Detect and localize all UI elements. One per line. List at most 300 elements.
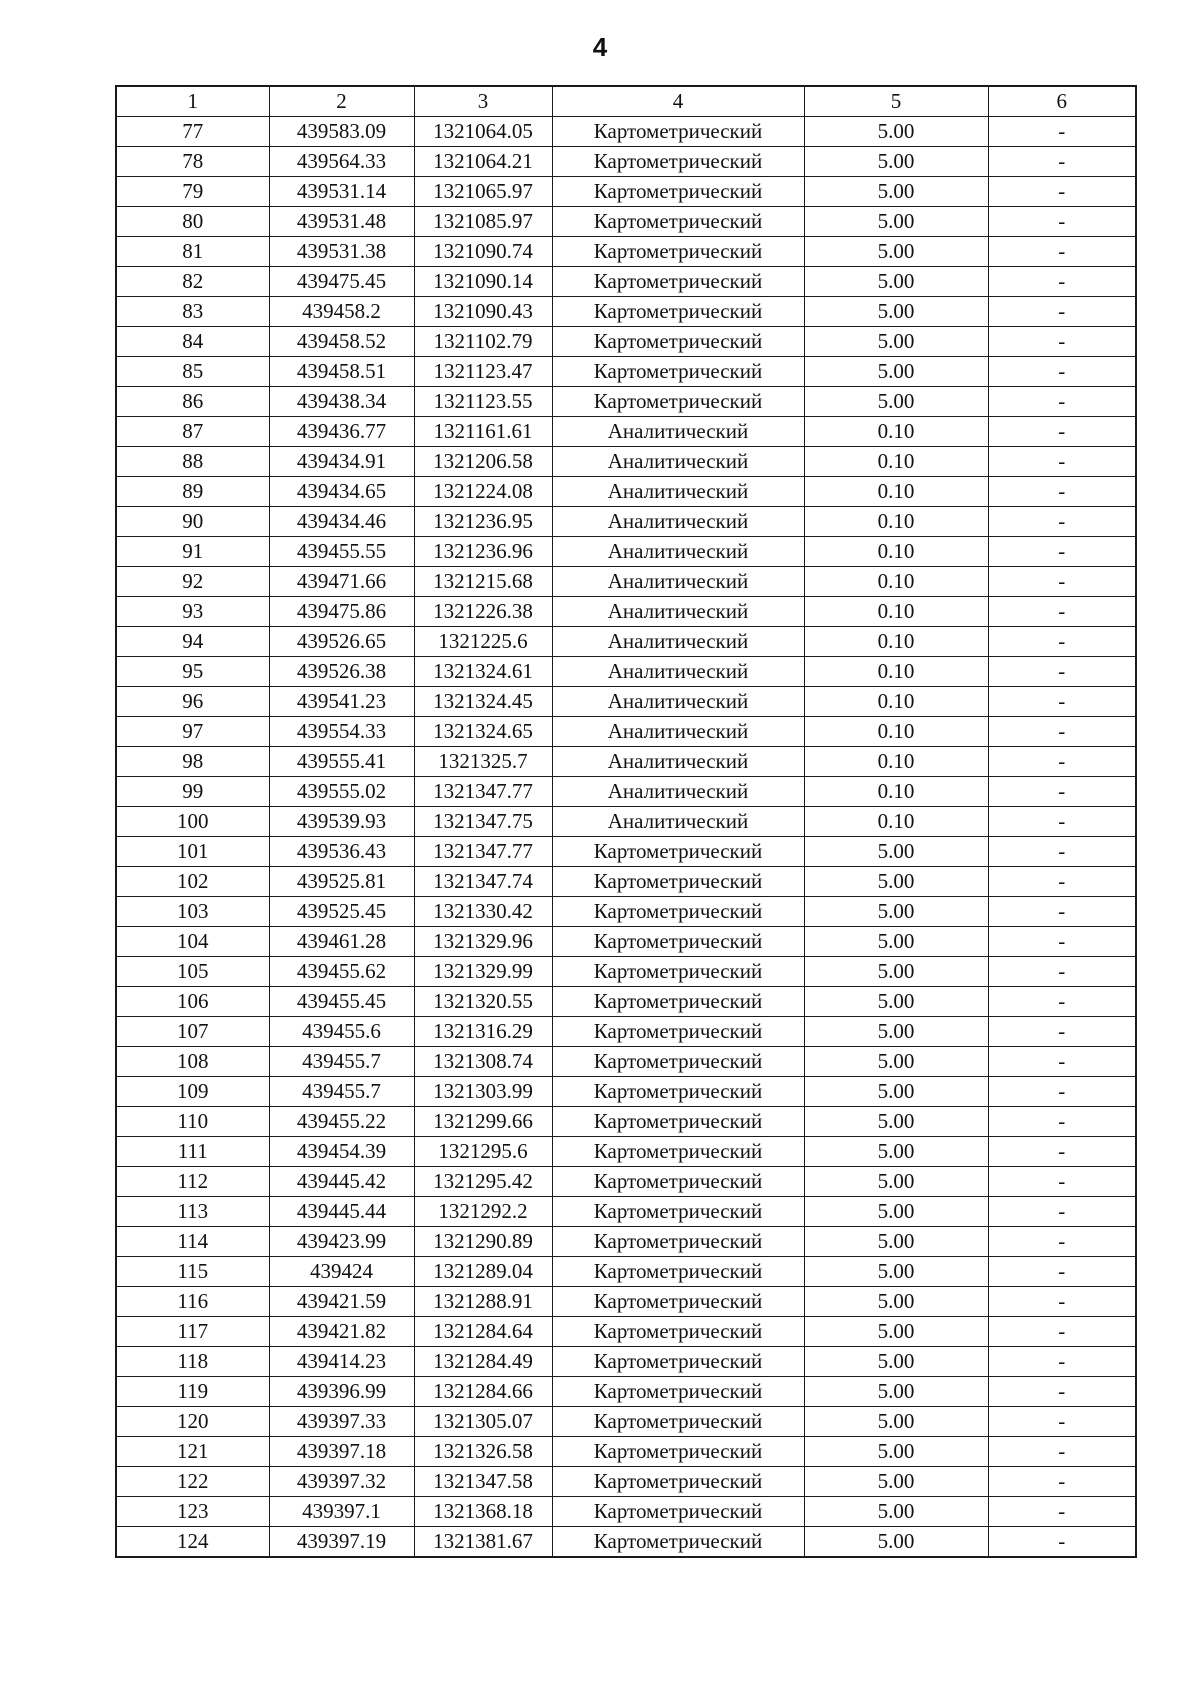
point-number-cell: 120 xyxy=(116,1407,269,1437)
method-cell: Аналитический xyxy=(552,687,804,717)
accuracy-cell: 5.00 xyxy=(804,957,988,987)
x-coordinate-cell: 439397.33 xyxy=(269,1407,414,1437)
y-coordinate-cell: 1321292.2 xyxy=(414,1197,552,1227)
x-coordinate-cell: 439421.82 xyxy=(269,1317,414,1347)
accuracy-cell: 5.00 xyxy=(804,1287,988,1317)
x-coordinate-cell: 439526.65 xyxy=(269,627,414,657)
x-coordinate-cell: 439455.7 xyxy=(269,1047,414,1077)
table-row xyxy=(116,717,1136,747)
table-row xyxy=(116,1047,1136,1077)
point-number-cell: 101 xyxy=(116,837,269,867)
table-row xyxy=(116,1257,1136,1287)
x-coordinate-cell: 439536.43 xyxy=(269,837,414,867)
point-number-cell: 113 xyxy=(116,1197,269,1227)
point-number-cell: 98 xyxy=(116,747,269,777)
y-coordinate-cell: 1321347.74 xyxy=(414,867,552,897)
y-coordinate-cell: 1321284.49 xyxy=(414,1347,552,1377)
accuracy-cell: 5.00 xyxy=(804,897,988,927)
column-header: 3 xyxy=(414,86,552,117)
x-coordinate-cell: 439454.39 xyxy=(269,1137,414,1167)
point-number-cell: 93 xyxy=(116,597,269,627)
y-coordinate-cell: 1321329.96 xyxy=(414,927,552,957)
method-cell: Картометрический xyxy=(552,147,804,177)
note-cell: - xyxy=(988,1407,1136,1437)
method-cell: Картометрический xyxy=(552,1077,804,1107)
note-cell: - xyxy=(988,1197,1136,1227)
y-coordinate-cell: 1321236.95 xyxy=(414,507,552,537)
note-cell: - xyxy=(988,1437,1136,1467)
y-coordinate-cell: 1321215.68 xyxy=(414,567,552,597)
method-cell: Картометрический xyxy=(552,1257,804,1287)
x-coordinate-cell: 439475.45 xyxy=(269,267,414,297)
point-number-cell: 106 xyxy=(116,987,269,1017)
y-coordinate-cell: 1321368.18 xyxy=(414,1497,552,1527)
point-number-cell: 87 xyxy=(116,417,269,447)
point-number-cell: 108 xyxy=(116,1047,269,1077)
y-coordinate-cell: 1321161.61 xyxy=(414,417,552,447)
table-row xyxy=(116,417,1136,447)
point-number-cell: 123 xyxy=(116,1497,269,1527)
point-number-cell: 95 xyxy=(116,657,269,687)
method-cell: Картометрический xyxy=(552,897,804,927)
y-coordinate-cell: 1321065.97 xyxy=(414,177,552,207)
accuracy-cell: 5.00 xyxy=(804,207,988,237)
note-cell: - xyxy=(988,1497,1136,1527)
table-row xyxy=(116,747,1136,777)
table-row xyxy=(116,1017,1136,1047)
accuracy-cell: 5.00 xyxy=(804,1317,988,1347)
x-coordinate-cell: 439526.38 xyxy=(269,657,414,687)
accuracy-cell: 5.00 xyxy=(804,327,988,357)
accuracy-cell: 5.00 xyxy=(804,1467,988,1497)
table-row xyxy=(116,207,1136,237)
point-number-cell: 121 xyxy=(116,1437,269,1467)
point-number-cell: 119 xyxy=(116,1377,269,1407)
method-cell: Аналитический xyxy=(552,807,804,837)
x-coordinate-cell: 439458.51 xyxy=(269,357,414,387)
point-number-cell: 118 xyxy=(116,1347,269,1377)
point-number-cell: 117 xyxy=(116,1317,269,1347)
note-cell: - xyxy=(988,1257,1136,1287)
accuracy-cell: 0.10 xyxy=(804,687,988,717)
y-coordinate-cell: 1321347.77 xyxy=(414,777,552,807)
x-coordinate-cell: 439434.65 xyxy=(269,477,414,507)
table-row xyxy=(116,897,1136,927)
table-row xyxy=(116,837,1136,867)
x-coordinate-cell: 439436.77 xyxy=(269,417,414,447)
y-coordinate-cell: 1321123.55 xyxy=(414,387,552,417)
x-coordinate-cell: 439397.32 xyxy=(269,1467,414,1497)
y-coordinate-cell: 1321324.45 xyxy=(414,687,552,717)
table-row xyxy=(116,987,1136,1017)
point-number-cell: 85 xyxy=(116,357,269,387)
y-coordinate-cell: 1321381.67 xyxy=(414,1527,552,1558)
table-row xyxy=(116,147,1136,177)
point-number-cell: 112 xyxy=(116,1167,269,1197)
table-row xyxy=(116,777,1136,807)
method-cell: Картометрический xyxy=(552,237,804,267)
x-coordinate-cell: 439475.86 xyxy=(269,597,414,627)
method-cell: Аналитический xyxy=(552,447,804,477)
y-coordinate-cell: 1321288.91 xyxy=(414,1287,552,1317)
column-header: 2 xyxy=(269,86,414,117)
x-coordinate-cell: 439531.48 xyxy=(269,207,414,237)
point-number-cell: 102 xyxy=(116,867,269,897)
note-cell: - xyxy=(988,957,1136,987)
accuracy-cell: 5.00 xyxy=(804,1407,988,1437)
note-cell: - xyxy=(988,177,1136,207)
point-number-cell: 92 xyxy=(116,567,269,597)
point-number-cell: 86 xyxy=(116,387,269,417)
note-cell: - xyxy=(988,1287,1136,1317)
y-coordinate-cell: 1321236.96 xyxy=(414,537,552,567)
method-cell: Картометрический xyxy=(552,357,804,387)
y-coordinate-cell: 1321102.79 xyxy=(414,327,552,357)
note-cell: - xyxy=(988,747,1136,777)
column-header: 6 xyxy=(988,86,1136,117)
point-number-cell: 80 xyxy=(116,207,269,237)
accuracy-cell: 5.00 xyxy=(804,987,988,1017)
point-number-cell: 84 xyxy=(116,327,269,357)
table-row xyxy=(116,477,1136,507)
table-row xyxy=(116,1077,1136,1107)
table-header xyxy=(116,86,1136,117)
note-cell: - xyxy=(988,477,1136,507)
table-row xyxy=(116,597,1136,627)
method-cell: Картометрический xyxy=(552,177,804,207)
table-row xyxy=(116,537,1136,567)
point-number-cell: 103 xyxy=(116,897,269,927)
accuracy-cell: 5.00 xyxy=(804,1017,988,1047)
y-coordinate-cell: 1321284.66 xyxy=(414,1377,552,1407)
point-number-cell: 110 xyxy=(116,1107,269,1137)
y-coordinate-cell: 1321289.04 xyxy=(414,1257,552,1287)
note-cell: - xyxy=(988,1107,1136,1137)
accuracy-cell: 5.00 xyxy=(804,387,988,417)
table-row xyxy=(116,357,1136,387)
note-cell: - xyxy=(988,207,1136,237)
y-coordinate-cell: 1321347.58 xyxy=(414,1467,552,1497)
note-cell: - xyxy=(988,297,1136,327)
point-number-cell: 77 xyxy=(116,117,269,147)
table-row xyxy=(116,1137,1136,1167)
note-cell: - xyxy=(988,117,1136,147)
point-number-cell: 79 xyxy=(116,177,269,207)
accuracy-cell: 5.00 xyxy=(804,297,988,327)
accuracy-cell: 0.10 xyxy=(804,477,988,507)
coordinates-table xyxy=(115,85,1137,1558)
accuracy-cell: 5.00 xyxy=(804,1527,988,1558)
accuracy-cell: 5.00 xyxy=(804,1257,988,1287)
point-number-cell: 124 xyxy=(116,1527,269,1558)
y-coordinate-cell: 1321295.42 xyxy=(414,1167,552,1197)
method-cell: Аналитический xyxy=(552,567,804,597)
table-row xyxy=(116,117,1136,147)
x-coordinate-cell: 439455.62 xyxy=(269,957,414,987)
x-coordinate-cell: 439525.81 xyxy=(269,867,414,897)
method-cell: Аналитический xyxy=(552,717,804,747)
y-coordinate-cell: 1321305.07 xyxy=(414,1407,552,1437)
point-number-cell: 91 xyxy=(116,537,269,567)
accuracy-cell: 5.00 xyxy=(804,1227,988,1257)
x-coordinate-cell: 439564.33 xyxy=(269,147,414,177)
note-cell: - xyxy=(988,927,1136,957)
table-row xyxy=(116,1497,1136,1527)
y-coordinate-cell: 1321329.99 xyxy=(414,957,552,987)
table-row xyxy=(116,957,1136,987)
method-cell: Картометрический xyxy=(552,927,804,957)
point-number-cell: 97 xyxy=(116,717,269,747)
note-cell: - xyxy=(988,387,1136,417)
table-row xyxy=(116,1227,1136,1257)
point-number-cell: 115 xyxy=(116,1257,269,1287)
method-cell: Картометрический xyxy=(552,1137,804,1167)
x-coordinate-cell: 439397.19 xyxy=(269,1527,414,1558)
table-row xyxy=(116,1407,1136,1437)
method-cell: Аналитический xyxy=(552,477,804,507)
point-number-cell: 100 xyxy=(116,807,269,837)
accuracy-cell: 0.10 xyxy=(804,567,988,597)
x-coordinate-cell: 439424 xyxy=(269,1257,414,1287)
x-coordinate-cell: 439397.18 xyxy=(269,1437,414,1467)
x-coordinate-cell: 439555.02 xyxy=(269,777,414,807)
method-cell: Аналитический xyxy=(552,597,804,627)
accuracy-cell: 0.10 xyxy=(804,627,988,657)
x-coordinate-cell: 439455.7 xyxy=(269,1077,414,1107)
y-coordinate-cell: 1321347.75 xyxy=(414,807,552,837)
x-coordinate-cell: 439397.1 xyxy=(269,1497,414,1527)
table-row xyxy=(116,927,1136,957)
point-number-cell: 116 xyxy=(116,1287,269,1317)
point-number-cell: 99 xyxy=(116,777,269,807)
table-row xyxy=(116,627,1136,657)
x-coordinate-cell: 439554.33 xyxy=(269,717,414,747)
method-cell: Картометрический xyxy=(552,207,804,237)
accuracy-cell: 0.10 xyxy=(804,537,988,567)
note-cell: - xyxy=(988,687,1136,717)
y-coordinate-cell: 1321090.74 xyxy=(414,237,552,267)
x-coordinate-cell: 439531.38 xyxy=(269,237,414,267)
method-cell: Картометрический xyxy=(552,387,804,417)
table-row xyxy=(116,1347,1136,1377)
x-coordinate-cell: 439458.52 xyxy=(269,327,414,357)
table-row xyxy=(116,1437,1136,1467)
accuracy-cell: 5.00 xyxy=(804,1047,988,1077)
table-row xyxy=(116,807,1136,837)
note-cell: - xyxy=(988,567,1136,597)
method-cell: Картометрический xyxy=(552,1017,804,1047)
note-cell: - xyxy=(988,597,1136,627)
method-cell: Аналитический xyxy=(552,537,804,567)
x-coordinate-cell: 439445.42 xyxy=(269,1167,414,1197)
method-cell: Картометрический xyxy=(552,1107,804,1137)
x-coordinate-cell: 439455.6 xyxy=(269,1017,414,1047)
accuracy-cell: 0.10 xyxy=(804,807,988,837)
point-number-cell: 107 xyxy=(116,1017,269,1047)
note-cell: - xyxy=(988,447,1136,477)
note-cell: - xyxy=(988,417,1136,447)
method-cell: Картометрический xyxy=(552,987,804,1017)
accuracy-cell: 0.10 xyxy=(804,507,988,537)
accuracy-cell: 0.10 xyxy=(804,597,988,627)
header-row xyxy=(116,86,1136,117)
method-cell: Картометрический xyxy=(552,297,804,327)
note-cell: - xyxy=(988,717,1136,747)
point-number-cell: 109 xyxy=(116,1077,269,1107)
method-cell: Картометрический xyxy=(552,1047,804,1077)
point-number-cell: 81 xyxy=(116,237,269,267)
y-coordinate-cell: 1321295.6 xyxy=(414,1137,552,1167)
y-coordinate-cell: 1321090.14 xyxy=(414,267,552,297)
note-cell: - xyxy=(988,1227,1136,1257)
accuracy-cell: 5.00 xyxy=(804,1437,988,1467)
method-cell: Картометрический xyxy=(552,1347,804,1377)
column-header: 1 xyxy=(116,86,269,117)
method-cell: Аналитический xyxy=(552,627,804,657)
note-cell: - xyxy=(988,267,1136,297)
accuracy-cell: 5.00 xyxy=(804,117,988,147)
table-row xyxy=(116,267,1136,297)
note-cell: - xyxy=(988,1137,1136,1167)
method-cell: Аналитический xyxy=(552,507,804,537)
y-coordinate-cell: 1321206.58 xyxy=(414,447,552,477)
coordinates-table-container xyxy=(115,85,1135,1558)
method-cell: Картометрический xyxy=(552,1317,804,1347)
note-cell: - xyxy=(988,657,1136,687)
x-coordinate-cell: 439396.99 xyxy=(269,1377,414,1407)
y-coordinate-cell: 1321324.61 xyxy=(414,657,552,687)
point-number-cell: 83 xyxy=(116,297,269,327)
column-header: 5 xyxy=(804,86,988,117)
point-number-cell: 111 xyxy=(116,1137,269,1167)
method-cell: Картометрический xyxy=(552,1497,804,1527)
x-coordinate-cell: 439541.23 xyxy=(269,687,414,717)
accuracy-cell: 5.00 xyxy=(804,1137,988,1167)
column-header: 4 xyxy=(552,86,804,117)
method-cell: Картометрический xyxy=(552,1287,804,1317)
table-row xyxy=(116,387,1136,417)
table-row xyxy=(116,687,1136,717)
accuracy-cell: 5.00 xyxy=(804,837,988,867)
method-cell: Картометрический xyxy=(552,1467,804,1497)
y-coordinate-cell: 1321325.7 xyxy=(414,747,552,777)
accuracy-cell: 5.00 xyxy=(804,357,988,387)
method-cell: Картометрический xyxy=(552,1527,804,1558)
y-coordinate-cell: 1321330.42 xyxy=(414,897,552,927)
table-row xyxy=(116,867,1136,897)
table-row xyxy=(116,1377,1136,1407)
y-coordinate-cell: 1321324.65 xyxy=(414,717,552,747)
point-number-cell: 114 xyxy=(116,1227,269,1257)
note-cell: - xyxy=(988,1467,1136,1497)
accuracy-cell: 5.00 xyxy=(804,1167,988,1197)
table-row xyxy=(116,447,1136,477)
method-cell: Аналитический xyxy=(552,747,804,777)
x-coordinate-cell: 439583.09 xyxy=(269,117,414,147)
note-cell: - xyxy=(988,867,1136,897)
x-coordinate-cell: 439461.28 xyxy=(269,927,414,957)
table-row xyxy=(116,1167,1136,1197)
y-coordinate-cell: 1321308.74 xyxy=(414,1047,552,1077)
method-cell: Картометрический xyxy=(552,1167,804,1197)
table-row xyxy=(116,177,1136,207)
table-row xyxy=(116,1107,1136,1137)
note-cell: - xyxy=(988,537,1136,567)
point-number-cell: 78 xyxy=(116,147,269,177)
note-cell: - xyxy=(988,1527,1136,1558)
x-coordinate-cell: 439455.55 xyxy=(269,537,414,567)
accuracy-cell: 5.00 xyxy=(804,1107,988,1137)
point-number-cell: 90 xyxy=(116,507,269,537)
point-number-cell: 105 xyxy=(116,957,269,987)
y-coordinate-cell: 1321085.97 xyxy=(414,207,552,237)
y-coordinate-cell: 1321284.64 xyxy=(414,1317,552,1347)
accuracy-cell: 5.00 xyxy=(804,867,988,897)
table-row xyxy=(116,327,1136,357)
accuracy-cell: 5.00 xyxy=(804,1197,988,1227)
note-cell: - xyxy=(988,1317,1136,1347)
x-coordinate-cell: 439434.91 xyxy=(269,447,414,477)
table-row xyxy=(116,657,1136,687)
point-number-cell: 104 xyxy=(116,927,269,957)
method-cell: Картометрический xyxy=(552,267,804,297)
accuracy-cell: 5.00 xyxy=(804,1347,988,1377)
page-number: 4 xyxy=(592,32,608,62)
method-cell: Картометрический xyxy=(552,117,804,147)
method-cell: Картометрический xyxy=(552,957,804,987)
table-row xyxy=(116,567,1136,597)
note-cell: - xyxy=(988,507,1136,537)
table-row xyxy=(116,1197,1136,1227)
y-coordinate-cell: 1321225.6 xyxy=(414,627,552,657)
table-row xyxy=(116,1287,1136,1317)
note-cell: - xyxy=(988,807,1136,837)
note-cell: - xyxy=(988,237,1136,267)
table-row xyxy=(116,297,1136,327)
note-cell: - xyxy=(988,1377,1136,1407)
x-coordinate-cell: 439539.93 xyxy=(269,807,414,837)
note-cell: - xyxy=(988,837,1136,867)
note-cell: - xyxy=(988,1347,1136,1377)
x-coordinate-cell: 439525.45 xyxy=(269,897,414,927)
y-coordinate-cell: 1321320.55 xyxy=(414,987,552,1017)
table-body xyxy=(116,117,1136,1558)
x-coordinate-cell: 439531.14 xyxy=(269,177,414,207)
accuracy-cell: 5.00 xyxy=(804,927,988,957)
y-coordinate-cell: 1321326.58 xyxy=(414,1437,552,1467)
accuracy-cell: 5.00 xyxy=(804,237,988,267)
method-cell: Картометрический xyxy=(552,327,804,357)
method-cell: Картометрический xyxy=(552,867,804,897)
point-number-cell: 88 xyxy=(116,447,269,477)
note-cell: - xyxy=(988,627,1136,657)
note-cell: - xyxy=(988,357,1136,387)
y-coordinate-cell: 1321224.08 xyxy=(414,477,552,507)
y-coordinate-cell: 1321064.21 xyxy=(414,147,552,177)
x-coordinate-cell: 439458.2 xyxy=(269,297,414,327)
note-cell: - xyxy=(988,987,1136,1017)
x-coordinate-cell: 439438.34 xyxy=(269,387,414,417)
note-cell: - xyxy=(988,1167,1136,1197)
note-cell: - xyxy=(988,777,1136,807)
point-number-cell: 94 xyxy=(116,627,269,657)
method-cell: Аналитический xyxy=(552,417,804,447)
x-coordinate-cell: 439421.59 xyxy=(269,1287,414,1317)
accuracy-cell: 5.00 xyxy=(804,147,988,177)
accuracy-cell: 5.00 xyxy=(804,1377,988,1407)
note-cell: - xyxy=(988,1017,1136,1047)
method-cell: Картометрический xyxy=(552,1227,804,1257)
